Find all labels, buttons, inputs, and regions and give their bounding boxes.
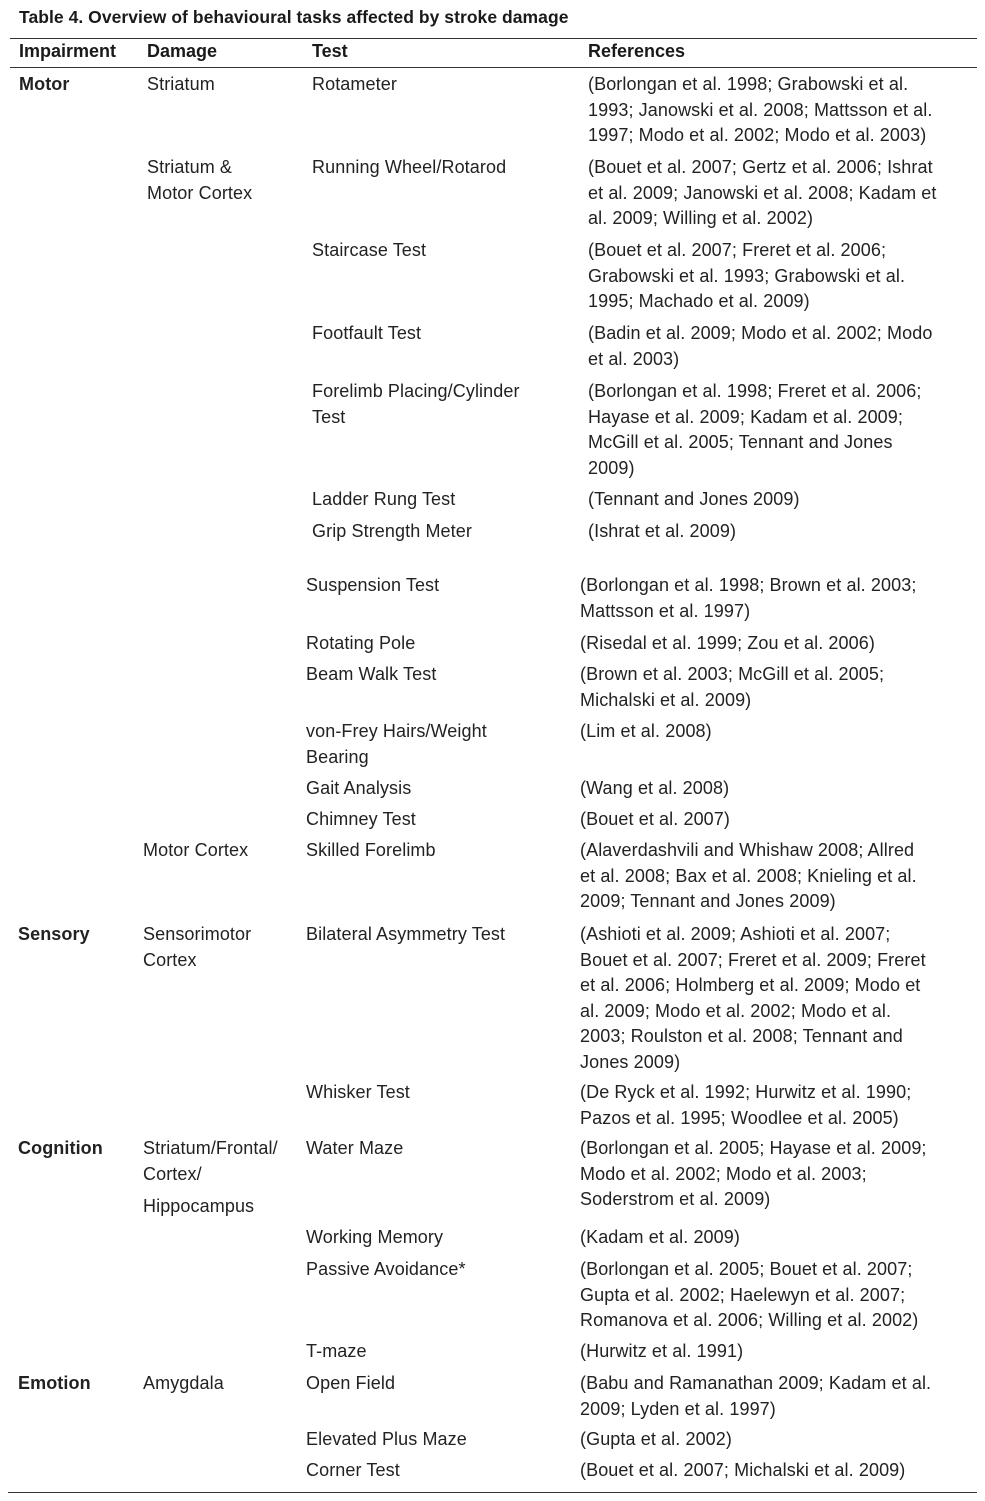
row-7-references-line: (Ishrat et al. 2009) bbox=[588, 521, 737, 541]
row-14-references-line: 2009; Tennant and Jones 2009) bbox=[580, 891, 836, 911]
row-1-damage-line: Striatum bbox=[147, 74, 215, 94]
row-20-references-line: (Hurwitz et al. 1991) bbox=[580, 1341, 744, 1361]
row-4-references-line: (Badin et al. 2009; Modo et al. 2002; Modo bbox=[588, 323, 933, 343]
row-14-test-line: Skilled Forelimb bbox=[306, 840, 436, 860]
row-4-test-line: Footfault Test bbox=[312, 323, 422, 343]
row-15-references-line: Jones 2009) bbox=[580, 1051, 681, 1072]
row-9-references-line: (Risedal et al. 1999; Zou et al. 2006) bbox=[580, 633, 875, 653]
row-15-damage-line: Cortex bbox=[143, 949, 197, 970]
row-2-references-line: al. 2009; Willing et al. 2002) bbox=[588, 208, 814, 228]
row-6-references-line: (Tennant and Jones 2009) bbox=[588, 489, 800, 509]
row-17-impairment-line: Cognition bbox=[18, 1138, 103, 1158]
row-19-test-line: Passive Avoidance* bbox=[306, 1259, 466, 1279]
row-17-test-line: Water Maze bbox=[306, 1138, 404, 1158]
row-1-references-line: 1997; Modo et al. 2002; Modo et al. 2003) bbox=[588, 125, 927, 145]
row-13-references-line: (Bouet et al. 2007) bbox=[580, 809, 730, 829]
row-15-references-line: Bouet et al. 2007; Freret et al. 2009; Freret bbox=[580, 949, 926, 970]
row-23-test-line: Corner Test bbox=[306, 1460, 400, 1480]
row-11-references-line: (Lim et al. 2008) bbox=[580, 721, 712, 741]
header-impairment: Impairment bbox=[19, 41, 117, 61]
header-test: Test bbox=[312, 41, 348, 61]
row-3-test-line: Staircase Test bbox=[312, 240, 427, 260]
row-5-test-line: Test bbox=[312, 406, 346, 427]
row-15-references-line: 2003; Roulston et al. 2008; Tennant and bbox=[580, 1026, 903, 1046]
row-5-references-line: (Borlongan et al. 1998; Freret et al. 2006; bbox=[588, 381, 922, 401]
row-1-references-line: 1993; Janowski et al. 2008; Mattsson et al. bbox=[588, 99, 933, 120]
header-damage: Damage bbox=[147, 41, 218, 61]
row-2-references-line: (Bouet et al. 2007; Gertz et al. 2006; Ishrat bbox=[588, 157, 933, 177]
row-10-references-line: (Brown et al. 2003; McGill et al. 2005; bbox=[580, 664, 885, 684]
row-21-damage-line: Amygdala bbox=[143, 1373, 224, 1393]
row-15-impairment-line: Sensory bbox=[18, 924, 90, 944]
table-caption: Table 4. Overview of behavioural tasks affected by stroke damage bbox=[19, 7, 569, 27]
row-8-test-line: Suspension Test bbox=[306, 575, 440, 595]
row-2-references-line: et al. 2009; Janowski et al. 2008; Kadam et bbox=[588, 182, 937, 203]
row-2-damage-line: Motor Cortex bbox=[147, 182, 253, 203]
row-12-references-line: (Wang et al. 2008) bbox=[580, 778, 730, 798]
row-3-references-line: (Bouet et al. 2007; Freret et al. 2006; bbox=[588, 240, 887, 260]
row-17-references-line: Modo et al. 2002; Modo et al. 2003; bbox=[580, 1163, 867, 1184]
row-21-impairment-line: Emotion bbox=[18, 1373, 91, 1393]
row-14-references-line: (Alaverdashvili and Whishaw 2008; Allred bbox=[580, 840, 915, 860]
row-22-test-line: Elevated Plus Maze bbox=[306, 1429, 467, 1449]
row-6-test-line: Ladder Rung Test bbox=[312, 489, 456, 509]
row-19-references-line: Romanova et al. 2006; Willing et al. 2002) bbox=[580, 1310, 919, 1330]
row-23-references-line: (Bouet et al. 2007; Michalski et al. 2009) bbox=[580, 1460, 906, 1480]
row-2-damage-line: Striatum & bbox=[147, 157, 233, 177]
row-13-test-line: Chimney Test bbox=[306, 809, 416, 829]
row-8-references-line: (Borlongan et al. 1998; Brown et al. 2003; bbox=[580, 575, 917, 595]
row-22-references-line: (Gupta et al. 2002) bbox=[580, 1429, 732, 1449]
row-15-references-line: et al. 2006; Holmberg et al. 2009; Modo et bbox=[580, 975, 921, 995]
row-3-references-line: Grabowski et al. 1993; Grabowski et al. bbox=[588, 265, 906, 286]
row-4-references-line: et al. 2003) bbox=[588, 348, 680, 369]
bottom-rule bbox=[8, 1492, 977, 1493]
row-17-references-line: (Borlongan et al. 2005; Hayase et al. 2009; bbox=[580, 1138, 927, 1158]
row-14-references-line: et al. 2008; Bax et al. 2008; Knieling et al. bbox=[580, 865, 917, 886]
row-18-references-line: (Kadam et al. 2009) bbox=[580, 1227, 740, 1247]
top-rule bbox=[10, 38, 977, 39]
row-21-test-line: Open Field bbox=[306, 1373, 396, 1393]
row-1-test-line: Rotameter bbox=[312, 74, 397, 94]
row-15-references-line: (Ashioti et al. 2009; Ashioti et al. 2007; bbox=[580, 924, 891, 944]
row-17-damage-line: Cortex/ bbox=[143, 1163, 202, 1184]
row-5-test-line: Forelimb Placing/Cylinder bbox=[312, 381, 520, 401]
row-16-references-line: Pazos et al. 1995; Woodlee et al. 2005) bbox=[580, 1107, 899, 1128]
row-11-test-line: von-Frey Hairs/Weight bbox=[306, 721, 487, 741]
row-10-references-line: Michalski et al. 2009) bbox=[580, 689, 752, 710]
row-12-test-line: Gait Analysis bbox=[306, 778, 412, 798]
row-18-test-line: Working Memory bbox=[306, 1227, 444, 1247]
row-21-references-line: (Babu and Ramanathan 2009; Kadam et al. bbox=[580, 1373, 932, 1393]
row-16-test-line: Whisker Test bbox=[306, 1082, 410, 1102]
row-3-references-line: 1995; Machado et al. 2009) bbox=[588, 291, 810, 311]
header-rule bbox=[10, 67, 977, 68]
row-8-references-line: Mattsson et al. 1997) bbox=[580, 600, 751, 621]
row-17-references-line: Soderstrom et al. 2009) bbox=[580, 1189, 771, 1209]
row-19-references-line: Gupta et al. 2002; Haelewyn et al. 2007; bbox=[580, 1284, 906, 1305]
row-5-references-line: McGill et al. 2005; Tennant and Jones bbox=[588, 432, 893, 452]
row-1-impairment-line: Motor bbox=[19, 74, 70, 94]
row-15-test-line: Bilateral Asymmetry Test bbox=[306, 924, 506, 944]
row-5-references-line: 2009) bbox=[588, 457, 635, 478]
row-11-test-line: Bearing bbox=[306, 746, 369, 767]
row-7-test-line: Grip Strength Meter bbox=[312, 521, 472, 541]
row-10-test-line: Beam Walk Test bbox=[306, 664, 437, 684]
row-20-test-line: T-maze bbox=[306, 1341, 367, 1361]
row-2-test-line: Running Wheel/Rotarod bbox=[312, 157, 507, 177]
row-16-references-line: (De Ryck et al. 1992; Hurwitz et al. 1990; bbox=[580, 1082, 912, 1102]
row-5-references-line: Hayase et al. 2009; Kadam et al. 2009; bbox=[588, 406, 904, 427]
row-19-references-line: (Borlongan et al. 2005; Bouet et al. 2007; bbox=[580, 1259, 913, 1279]
row-17-damage-line: Striatum/Frontal/ bbox=[143, 1138, 278, 1158]
row-21-references-line: 2009; Lyden et al. 1997) bbox=[580, 1398, 776, 1419]
row-15-damage-line: Sensorimotor bbox=[143, 924, 252, 944]
row-17-damage-line: Hippocampus bbox=[143, 1196, 255, 1216]
row-1-references-line: (Borlongan et al. 1998; Grabowski et al. bbox=[588, 74, 909, 94]
row-9-test-line: Rotating Pole bbox=[306, 633, 416, 653]
row-15-references-line: al. 2009; Modo et al. 2002; Modo et al. bbox=[580, 1000, 892, 1021]
header-references: References bbox=[588, 41, 686, 61]
row-14-damage-line: Motor Cortex bbox=[143, 840, 249, 860]
